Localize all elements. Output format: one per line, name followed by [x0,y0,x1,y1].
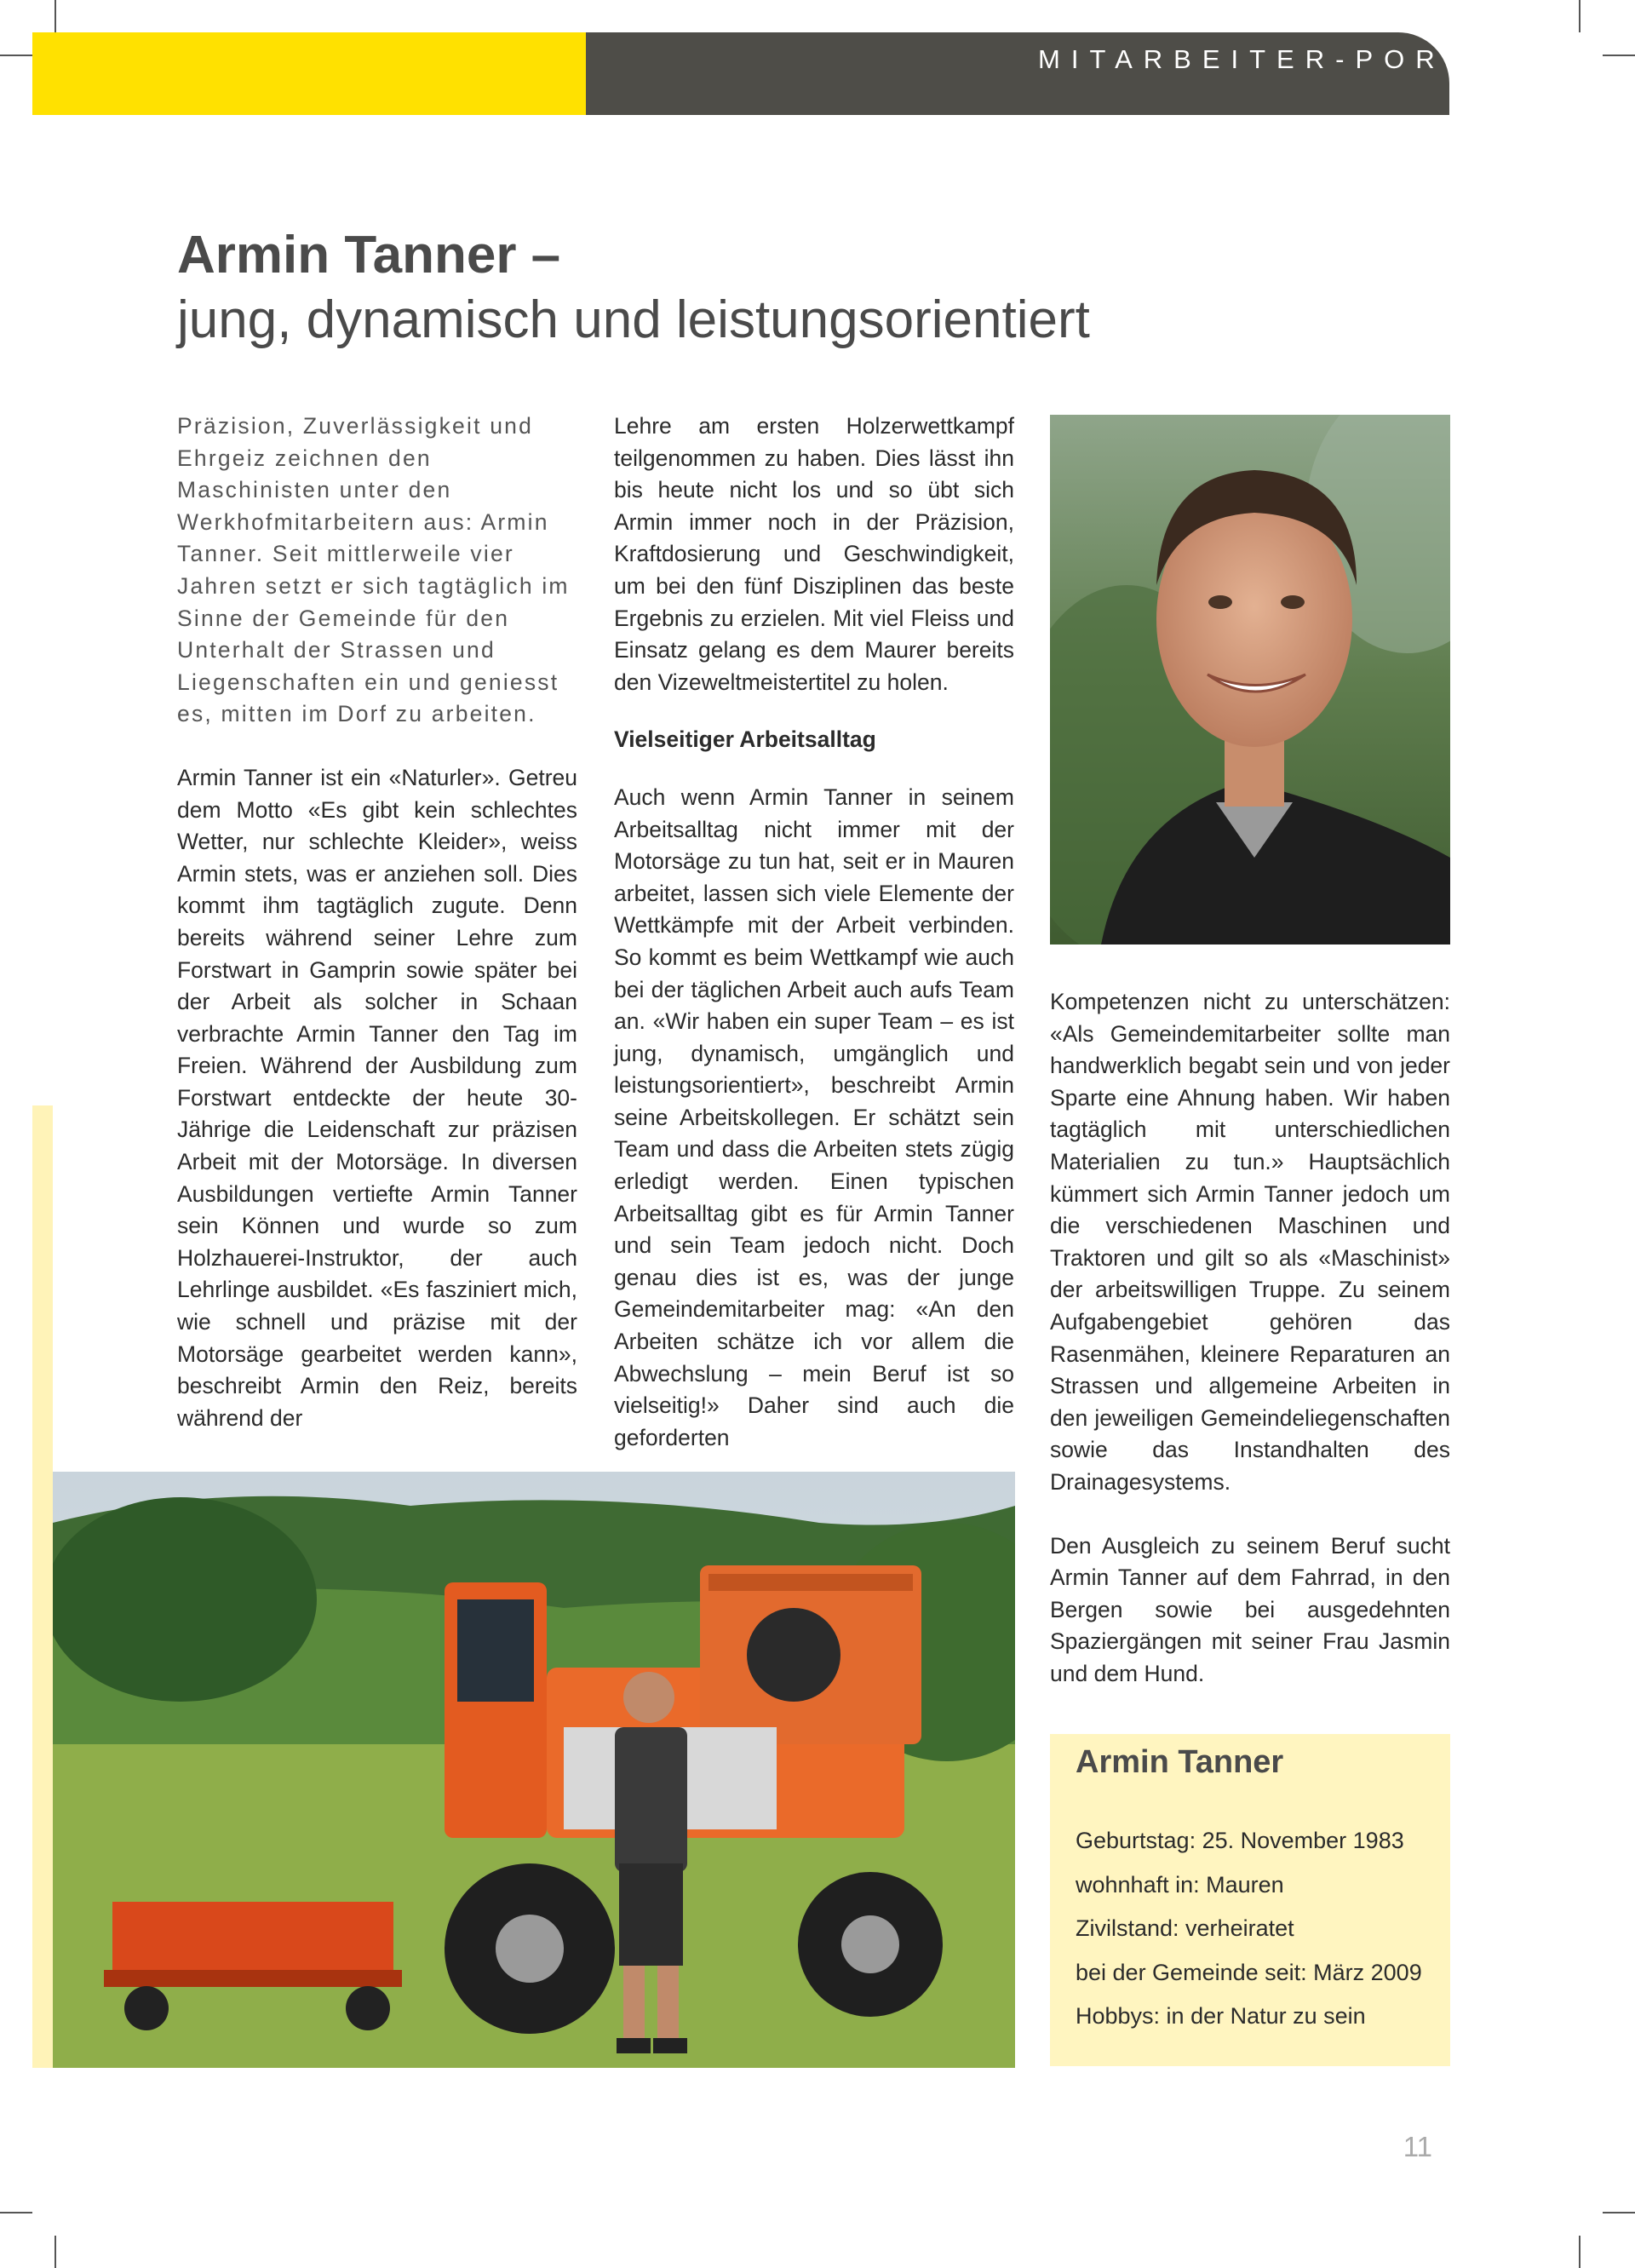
crop-mark [54,0,56,32]
header-yellow-band [32,32,586,115]
column-2 [614,411,1014,1454]
crop-mark [1603,55,1635,56]
column-1-body: Armin Tanner ist ein «Naturler». Getreu dem Motto «Es gibt kein schlechtes Wetter, nur schlechte Kleider», weiss Armin stets, was er anziehen soll. Dies kommt ihm tagtäglich zugute. Denn bereits während seiner Lehre zum Forstwart in Gamprin sowie später bei der Arbeit als solcher in Schaan verbrachte Armin Tanner den Tag im Freien. Während der Ausbildung zum Forstwart entdeckte der heute 30-Jährige die Leidenschaft zur präzisen Arbeit mit der Motorsäge. In diversen Ausbildungen vertiefte Armin Tanner sein Können und wurde so zum Holzhauerei-Instruktor, der auch Lehrlinge ausbildet. «Es fasziniert mich, wie schnell und präzise mit der Motorsäge gearbeitet werden kann», beschreibt Armin den Reiz, bereits während der [177,764,577,1431]
crop-mark [1579,2236,1580,2268]
portrait-illustration [1050,415,1450,945]
tractor-photo [53,1472,1015,2068]
column-3-paragraph-1: Kompetenzen nicht zu unterschätzen: «Als Gemeindemitarbeiter sollte man handwerklich begabt sein und von jeder Sparte eine Ahnung haben. Wir haben tagtäglich mit unterschiedlichen Materialien zu tun.» Hauptsächlich kümmert sich Armin Tanner jedoch um die verschiedenen Maschinen und Traktoren und gilt so als «Maschinist» der arbeitswilligen Truppe. Zu seinem Aufgabengebiet gehören das Rasenmähen, kleinere Reparaturen an Strassen und allgemeine Arbeiten in den jeweiligen Gemeindeliegenschaften sowie das Instandhalten des Drainagesystems. [1050,989,1450,1495]
crop-mark [1579,0,1580,32]
crop-mark [54,2236,56,2268]
crop-mark [1603,2212,1635,2213]
article-subtitle: jung, dynamisch und leistungsorientiert [177,290,1090,349]
article-title-block [177,223,1284,353]
column-2-paragraph-2: Auch wenn Armin Tanner in seinem Arbeitsalltag nicht immer mit der Motorsäge zu tun hat, seit er in Mauren arbeitet, lassen sich viele Elemente der Wettkämpfe mit der Arbeit verbinden. So kommt es beim Wettkampf wie auch bei der täglichen Arbeit auch aufs Team an. «Wir haben ein super Team – es ist jung, dynamisch, umgänglich und leistungsorientiert», beschreibt Armin seine Arbeitskollegen. Er schätzt sein Team und dass die Arbeiten stets zügig erledigt werden. Einen typischen Arbeitsalltag gibt es für Armin Tanner und sein Team jedoch nicht. Doch genau dies ist es, was der junge Gemeindemitarbeiter mag: «An den Arbeiten schätze ich vor allem die Abwechslung – mein Beruf ist so vielseitig!» Daher sind auch die geforderten [614,784,1014,1450]
infobox-row-employed-since: bei der Gemeinde seit: März 2009 [1076,1959,1422,1985]
decorative-stripe [32,1105,53,2068]
tractor-illustration [53,1472,1015,2068]
column-2-paragraph-1: Lehre am ersten Holzerwettkampf teilgenommen zu haben. Dies lässt ihn bis heute nicht los und so übt sich Armin immer noch in der Präzision, Kraftdosierung und Geschwindigkeit, um bei den fünf Disziplinen das beste Ergebnis zu erzielen. Mit viel Fleiss und Einsatz gelang es dem Maurer bereits den Vizeweltmeistertitel zu holen. [614,413,1014,695]
infobox-details [1076,1819,1422,2039]
infobox-row-civil-status: Zivilstand: verheiratet [1076,1915,1294,1941]
column-3-paragraph-2: Den Ausgleich zu seinem Beruf sucht Armin Tanner auf dem Fahrrad, in den Bergen sowie bei ausgedehnten Spaziergängen mit seiner Frau Jasmin und dem Hund. [1050,1532,1450,1686]
portrait-photo [1050,415,1450,945]
column-3 [1050,986,1450,1690]
crop-mark [0,2212,32,2213]
infobox-row-residence: wohnhaft in: Mauren [1076,1871,1284,1898]
page-number: 11 [1403,2131,1432,2162]
profile-infobox [1050,1734,1450,2066]
infobox-name: Armin Tanner [1076,1744,1284,1780]
section-label: MITARBEITER-PORTRÄT [1038,44,1558,74]
article-title: Armin Tanner – [177,226,561,284]
infobox-row-hobbies: Hobbys: in der Natur zu sein [1076,2003,1366,2029]
section-subheading: Vielseitiger Arbeitsalltag [614,726,876,753]
column-1 [177,411,577,1434]
lead-paragraph: Präzision, Zuverlässigkeit und Ehrgeiz zeichnen den Maschinisten unter den Werkhofmitarbeitern aus: Armin Tanner. Seit mittlerweile vier Jahren setzt er sich tagtäglich im Sinne der Gemeinde für den Unterhalt der Strassen und Liegenschaften ein und geniesst es, mitten im Dorf zu arbeiten. [177,413,570,727]
crop-mark [0,55,32,56]
infobox-row-birthday: Geburtstag: 25. November 1983 [1076,1828,1404,1853]
